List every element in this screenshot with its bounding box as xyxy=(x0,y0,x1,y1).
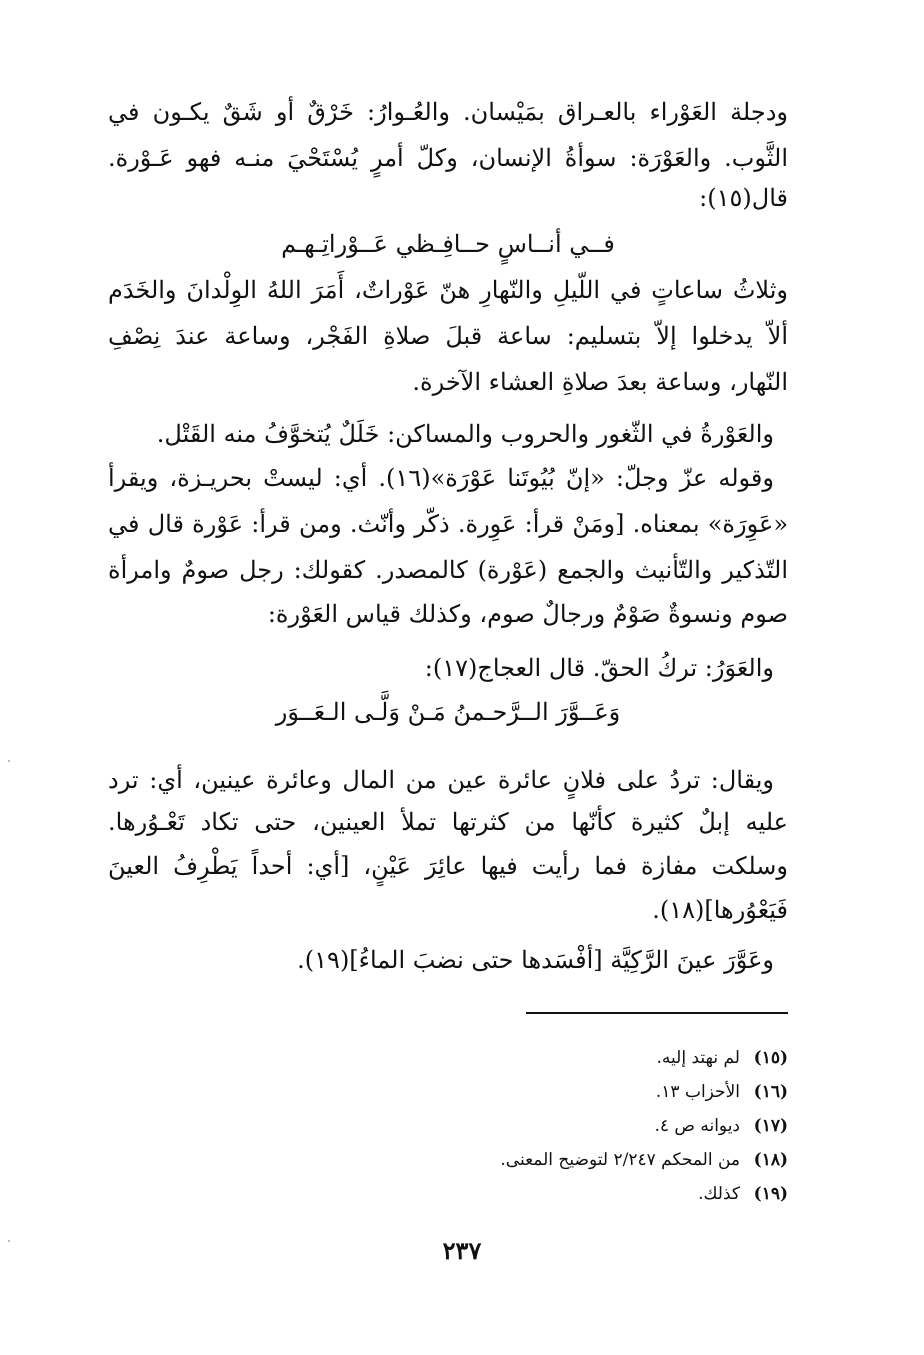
text-line: قال(١٥): xyxy=(699,184,788,212)
footnote-text: ديوانه ص ٤. xyxy=(654,1116,740,1136)
footnote xyxy=(108,1046,788,1070)
poetry-verse: فــي أنــاسٍ حــافِـظي عَــوْراتِـهـم xyxy=(281,230,615,258)
text-line: وقوله عزّ وجلّ: «إنّ بُيُوتَنا عَوْرَة»(١٦). أي: ليستْ بحريـزة، ويقرأ xyxy=(108,464,774,492)
text-line: فَيَعْوُرها](١٨). xyxy=(652,896,788,924)
scan-mark xyxy=(8,760,10,762)
footnote-number: (١٦) xyxy=(753,1082,788,1102)
text-line: عليه إبلٌ كثيرة كأنّها من كثرتها تملأ العينين، حتى تكاد تَعْـوُرها. xyxy=(108,808,788,836)
footnote-text: كذلك. xyxy=(698,1184,740,1204)
poetry-verse: وَعَــوَّرَ الــرَّحـمنُ مَـنْ وَلَّـى الـعَــوَر xyxy=(275,698,621,726)
footnote-text: الأحزاب ١٣. xyxy=(655,1082,740,1102)
text-line: النّهار، وساعة بعدَ صلاةِ العشاء الآخرة. xyxy=(412,368,788,396)
scan-mark xyxy=(8,1240,10,1242)
text-line: ودجلة العَوْراء بالعـراق بمَيْسان. والعُـوارُ: خَرْقٌ أو شَقٌ يكـون في xyxy=(108,98,788,126)
text-line: صوم ونسوةٌ صَوْمٌ ورجالٌ صوم، وكذلك قياس العَوْرة: xyxy=(267,600,788,628)
footnote xyxy=(108,1182,788,1206)
footnote xyxy=(108,1148,788,1172)
text-line: وثلاثُ ساعاتٍ في اللّيلِ والنّهارِ هنّ عَوْراتٌ، أَمَرَ اللهُ الوِلْدانَ والخَدَم xyxy=(108,276,788,304)
text-line: والعَوْرةُ في الثّغور والحروب والمساكن: خَلَلٌ يُتخوَّفُ منه القَتْل. xyxy=(156,420,774,448)
footnote-number: (١٧) xyxy=(753,1116,788,1136)
text-line: ويقال: تردُ على فلانٍ عائرة عين من المال وعائرة عينين، أي: ترد xyxy=(108,766,774,794)
footnote xyxy=(108,1080,788,1104)
footnote-separator xyxy=(526,1012,788,1014)
text-line: وعَوَّرَ عينَ الرَّكِيَّة [أفْسَدها حتى نضبَ الماءُ](١٩). xyxy=(297,946,774,974)
text-line: وسلكت مفازة فما رأيت فيها عائِرَ عَيْنٍ، [أي: أحداً يَطْرِفُ العينَ xyxy=(108,852,788,880)
text-line: الثَّوب. والعَوْرَة: سوأةُ الإنسان، وكلّ أمرٍ يُسْتَحْيَ منـه فهو عَـوْرة. xyxy=(108,144,788,172)
footnote xyxy=(108,1114,788,1138)
footnote-text: من المحكم ٢/٢٤٧ لتوضيح المعنى. xyxy=(500,1150,740,1170)
text-line: «عَوِرَة» بمعناه. [ومَنْ قرأ: عَوِرة. ذكّر وأنّث. ومن قرأ: عَوْرة قال في xyxy=(108,510,788,538)
footnote-number: (١٩) xyxy=(753,1184,788,1204)
text-line: التّذكير والتّأنيث والجمع (عَوْرة) كالمصدر. كقولك: رجل صومٌ وامرأة xyxy=(108,556,788,584)
page-number: ٢٣٧ xyxy=(442,1236,482,1265)
footnote-number: (١٥) xyxy=(753,1048,788,1068)
footnote-text: لم نهتد إليه. xyxy=(656,1048,740,1068)
text-line: والعَوَرُ: تركُ الحقّ. قال العجاج(١٧): xyxy=(424,654,774,682)
footnote-number: (١٨) xyxy=(753,1150,788,1170)
text-line: ألاّ يدخلوا إلاّ بتسليم: ساعة قبلَ صلاةِ الفَجْر، وساعة عندَ نِصْفِ xyxy=(108,322,788,350)
